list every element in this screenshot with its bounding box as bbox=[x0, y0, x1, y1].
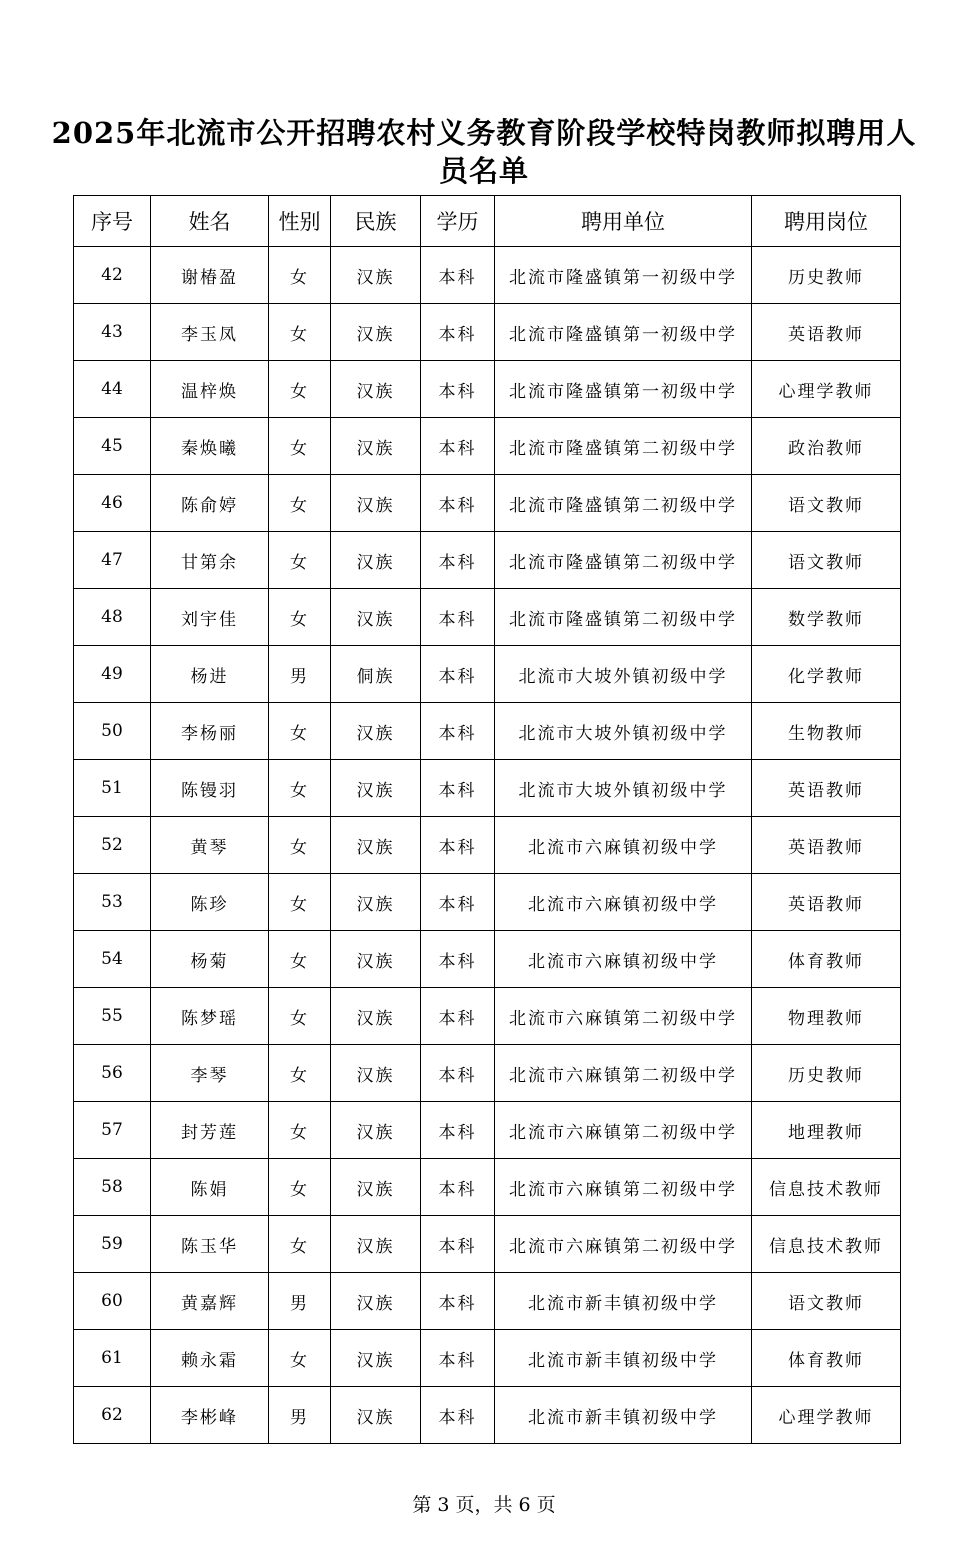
cell-education: 本科 bbox=[421, 1330, 495, 1387]
header-ethnicity: 民族 bbox=[331, 196, 421, 247]
cell-gender: 女 bbox=[269, 589, 331, 646]
cell-education: 本科 bbox=[421, 1216, 495, 1273]
cell-employer: 北流市隆盛镇第二初级中学 bbox=[495, 589, 752, 646]
cell-ethnicity: 汉族 bbox=[331, 874, 421, 931]
cell-ethnicity: 汉族 bbox=[331, 361, 421, 418]
cell-gender: 女 bbox=[269, 304, 331, 361]
cell-gender: 女 bbox=[269, 1330, 331, 1387]
cell-seq: 44 bbox=[74, 361, 151, 418]
table-row bbox=[74, 589, 901, 646]
cell-gender: 女 bbox=[269, 1216, 331, 1273]
cell-employer: 北流市六麻镇第二初级中学 bbox=[495, 1045, 752, 1102]
cell-ethnicity: 侗族 bbox=[331, 646, 421, 703]
cell-ethnicity: 汉族 bbox=[331, 1273, 421, 1330]
cell-gender: 女 bbox=[269, 418, 331, 475]
cell-name: 封芳莲 bbox=[151, 1102, 269, 1159]
cell-education: 本科 bbox=[421, 760, 495, 817]
cell-employer: 北流市六麻镇初级中学 bbox=[495, 931, 752, 988]
cell-employer: 北流市隆盛镇第二初级中学 bbox=[495, 475, 752, 532]
cell-name: 李杨丽 bbox=[151, 703, 269, 760]
table-row bbox=[74, 1045, 901, 1102]
cell-seq: 45 bbox=[74, 418, 151, 475]
cell-ethnicity: 汉族 bbox=[331, 1387, 421, 1444]
cell-education: 本科 bbox=[421, 817, 495, 874]
cell-education: 本科 bbox=[421, 532, 495, 589]
cell-education: 本科 bbox=[421, 1387, 495, 1444]
cell-name: 甘第余 bbox=[151, 532, 269, 589]
table-row bbox=[74, 874, 901, 931]
cell-gender: 女 bbox=[269, 760, 331, 817]
document-title: 2025年北流市公开招聘农村义务教育阶段学校特岗教师拟聘用人员名单 bbox=[51, 116, 917, 188]
cell-ethnicity: 汉族 bbox=[331, 1216, 421, 1273]
header-education: 学历 bbox=[421, 196, 495, 247]
cell-seq: 54 bbox=[74, 931, 151, 988]
cell-name: 李琴 bbox=[151, 1045, 269, 1102]
cell-education: 本科 bbox=[421, 988, 495, 1045]
cell-position: 英语教师 bbox=[752, 304, 901, 361]
table-row bbox=[74, 418, 901, 475]
cell-education: 本科 bbox=[421, 646, 495, 703]
cell-education: 本科 bbox=[421, 589, 495, 646]
cell-position: 语文教师 bbox=[752, 532, 901, 589]
cell-position: 心理学教师 bbox=[752, 361, 901, 418]
header-seq: 序号 bbox=[74, 196, 151, 247]
cell-seq: 62 bbox=[74, 1387, 151, 1444]
cell-employer: 北流市新丰镇初级中学 bbox=[495, 1273, 752, 1330]
cell-education: 本科 bbox=[421, 703, 495, 760]
cell-education: 本科 bbox=[421, 247, 495, 304]
table-row bbox=[74, 1330, 901, 1387]
cell-position: 语文教师 bbox=[752, 1273, 901, 1330]
cell-seq: 58 bbox=[74, 1159, 151, 1216]
cell-name: 杨菊 bbox=[151, 931, 269, 988]
cell-employer: 北流市六麻镇第二初级中学 bbox=[495, 1159, 752, 1216]
table-row bbox=[74, 988, 901, 1045]
table-row bbox=[74, 646, 901, 703]
cell-position: 物理教师 bbox=[752, 988, 901, 1045]
cell-gender: 女 bbox=[269, 817, 331, 874]
cell-gender: 女 bbox=[269, 1159, 331, 1216]
table-row bbox=[74, 817, 901, 874]
header-position: 聘用岗位 bbox=[752, 196, 901, 247]
cell-name: 陈玉华 bbox=[151, 1216, 269, 1273]
cell-ethnicity: 汉族 bbox=[331, 1330, 421, 1387]
table-row bbox=[74, 304, 901, 361]
cell-gender: 女 bbox=[269, 931, 331, 988]
cell-education: 本科 bbox=[421, 1159, 495, 1216]
cell-ethnicity: 汉族 bbox=[331, 1102, 421, 1159]
table-row bbox=[74, 1387, 901, 1444]
cell-seq: 49 bbox=[74, 646, 151, 703]
cell-name: 陈娟 bbox=[151, 1159, 269, 1216]
cell-employer: 北流市六麻镇第二初级中学 bbox=[495, 1102, 752, 1159]
cell-education: 本科 bbox=[421, 304, 495, 361]
cell-employer: 北流市六麻镇第二初级中学 bbox=[495, 1216, 752, 1273]
cell-employer: 北流市新丰镇初级中学 bbox=[495, 1387, 752, 1444]
cell-position: 心理学教师 bbox=[752, 1387, 901, 1444]
cell-position: 数学教师 bbox=[752, 589, 901, 646]
table-row bbox=[74, 361, 901, 418]
cell-position: 化学教师 bbox=[752, 646, 901, 703]
table-row bbox=[74, 1102, 901, 1159]
cell-position: 体育教师 bbox=[752, 931, 901, 988]
header-name: 姓名 bbox=[151, 196, 269, 247]
cell-education: 本科 bbox=[421, 361, 495, 418]
cell-education: 本科 bbox=[421, 1102, 495, 1159]
cell-name: 李彬峰 bbox=[151, 1387, 269, 1444]
cell-seq: 46 bbox=[74, 475, 151, 532]
cell-ethnicity: 汉族 bbox=[331, 817, 421, 874]
cell-gender: 女 bbox=[269, 247, 331, 304]
cell-ethnicity: 汉族 bbox=[331, 703, 421, 760]
cell-position: 英语教师 bbox=[752, 760, 901, 817]
cell-education: 本科 bbox=[421, 1045, 495, 1102]
cell-employer: 北流市六麻镇第二初级中学 bbox=[495, 988, 752, 1045]
table-row bbox=[74, 931, 901, 988]
cell-position: 信息技术教师 bbox=[752, 1159, 901, 1216]
cell-employer: 北流市大坡外镇初级中学 bbox=[495, 646, 752, 703]
cell-seq: 61 bbox=[74, 1330, 151, 1387]
cell-position: 英语教师 bbox=[752, 817, 901, 874]
cell-gender: 女 bbox=[269, 361, 331, 418]
cell-name: 黄琴 bbox=[151, 817, 269, 874]
cell-name: 李玉凤 bbox=[151, 304, 269, 361]
cell-position: 生物教师 bbox=[752, 703, 901, 760]
cell-gender: 男 bbox=[269, 1387, 331, 1444]
cell-name: 陈珍 bbox=[151, 874, 269, 931]
cell-name: 杨进 bbox=[151, 646, 269, 703]
cell-ethnicity: 汉族 bbox=[331, 760, 421, 817]
cell-name: 温梓焕 bbox=[151, 361, 269, 418]
cell-position: 历史教师 bbox=[752, 1045, 901, 1102]
cell-education: 本科 bbox=[421, 931, 495, 988]
cell-seq: 48 bbox=[74, 589, 151, 646]
table-row bbox=[74, 247, 901, 304]
cell-ethnicity: 汉族 bbox=[331, 1159, 421, 1216]
cell-education: 本科 bbox=[421, 475, 495, 532]
cell-seq: 60 bbox=[74, 1273, 151, 1330]
cell-gender: 女 bbox=[269, 874, 331, 931]
cell-seq: 52 bbox=[74, 817, 151, 874]
cell-gender: 女 bbox=[269, 475, 331, 532]
cell-seq: 47 bbox=[74, 532, 151, 589]
cell-position: 体育教师 bbox=[752, 1330, 901, 1387]
table-row bbox=[74, 475, 901, 532]
cell-employer: 北流市隆盛镇第二初级中学 bbox=[495, 418, 752, 475]
table-row bbox=[74, 532, 901, 589]
table-row bbox=[74, 703, 901, 760]
cell-name: 赖永霜 bbox=[151, 1330, 269, 1387]
cell-education: 本科 bbox=[421, 1273, 495, 1330]
cell-gender: 男 bbox=[269, 646, 331, 703]
cell-seq: 43 bbox=[74, 304, 151, 361]
cell-seq: 57 bbox=[74, 1102, 151, 1159]
table-row bbox=[74, 1216, 901, 1273]
cell-name: 谢椿盈 bbox=[151, 247, 269, 304]
cell-seq: 55 bbox=[74, 988, 151, 1045]
cell-seq: 42 bbox=[74, 247, 151, 304]
cell-gender: 女 bbox=[269, 703, 331, 760]
cell-name: 黄嘉辉 bbox=[151, 1273, 269, 1330]
cell-position: 语文教师 bbox=[752, 475, 901, 532]
cell-name: 陈梦瑶 bbox=[151, 988, 269, 1045]
table-row bbox=[74, 1273, 901, 1330]
cell-ethnicity: 汉族 bbox=[331, 247, 421, 304]
cell-employer: 北流市隆盛镇第二初级中学 bbox=[495, 532, 752, 589]
cell-ethnicity: 汉族 bbox=[331, 1045, 421, 1102]
cell-position: 信息技术教师 bbox=[752, 1216, 901, 1273]
cell-position: 历史教师 bbox=[752, 247, 901, 304]
cell-ethnicity: 汉族 bbox=[331, 931, 421, 988]
cell-employer: 北流市新丰镇初级中学 bbox=[495, 1330, 752, 1387]
cell-name: 秦焕曦 bbox=[151, 418, 269, 475]
cell-ethnicity: 汉族 bbox=[331, 532, 421, 589]
cell-seq: 59 bbox=[74, 1216, 151, 1273]
cell-ethnicity: 汉族 bbox=[331, 304, 421, 361]
cell-education: 本科 bbox=[421, 874, 495, 931]
cell-seq: 51 bbox=[74, 760, 151, 817]
cell-employer: 北流市六麻镇初级中学 bbox=[495, 817, 752, 874]
cell-employer: 北流市大坡外镇初级中学 bbox=[495, 703, 752, 760]
table-row bbox=[74, 760, 901, 817]
cell-gender: 男 bbox=[269, 1273, 331, 1330]
cell-name: 陈镘羽 bbox=[151, 760, 269, 817]
cell-position: 英语教师 bbox=[752, 874, 901, 931]
cell-employer: 北流市六麻镇初级中学 bbox=[495, 874, 752, 931]
cell-employer: 北流市隆盛镇第一初级中学 bbox=[495, 361, 752, 418]
page-footer: 第 3 页，共 6 页 bbox=[412, 1494, 556, 1516]
cell-ethnicity: 汉族 bbox=[331, 589, 421, 646]
cell-gender: 女 bbox=[269, 1045, 331, 1102]
cell-employer: 北流市隆盛镇第一初级中学 bbox=[495, 304, 752, 361]
cell-position: 政治教师 bbox=[752, 418, 901, 475]
cell-gender: 女 bbox=[269, 532, 331, 589]
table-row bbox=[74, 1159, 901, 1216]
table-body bbox=[74, 247, 901, 1444]
header-gender: 性别 bbox=[269, 196, 331, 247]
hiring-roster-table bbox=[73, 195, 901, 1444]
header-employer: 聘用单位 bbox=[495, 196, 752, 247]
cell-employer: 北流市大坡外镇初级中学 bbox=[495, 760, 752, 817]
cell-ethnicity: 汉族 bbox=[331, 418, 421, 475]
cell-position: 地理教师 bbox=[752, 1102, 901, 1159]
cell-ethnicity: 汉族 bbox=[331, 988, 421, 1045]
cell-seq: 53 bbox=[74, 874, 151, 931]
cell-education: 本科 bbox=[421, 418, 495, 475]
cell-employer: 北流市隆盛镇第一初级中学 bbox=[495, 247, 752, 304]
cell-ethnicity: 汉族 bbox=[331, 475, 421, 532]
cell-gender: 女 bbox=[269, 1102, 331, 1159]
cell-seq: 56 bbox=[74, 1045, 151, 1102]
cell-seq: 50 bbox=[74, 703, 151, 760]
cell-gender: 女 bbox=[269, 988, 331, 1045]
cell-name: 陈俞婷 bbox=[151, 475, 269, 532]
cell-name: 刘宇佳 bbox=[151, 589, 269, 646]
table-header-row bbox=[74, 196, 901, 247]
